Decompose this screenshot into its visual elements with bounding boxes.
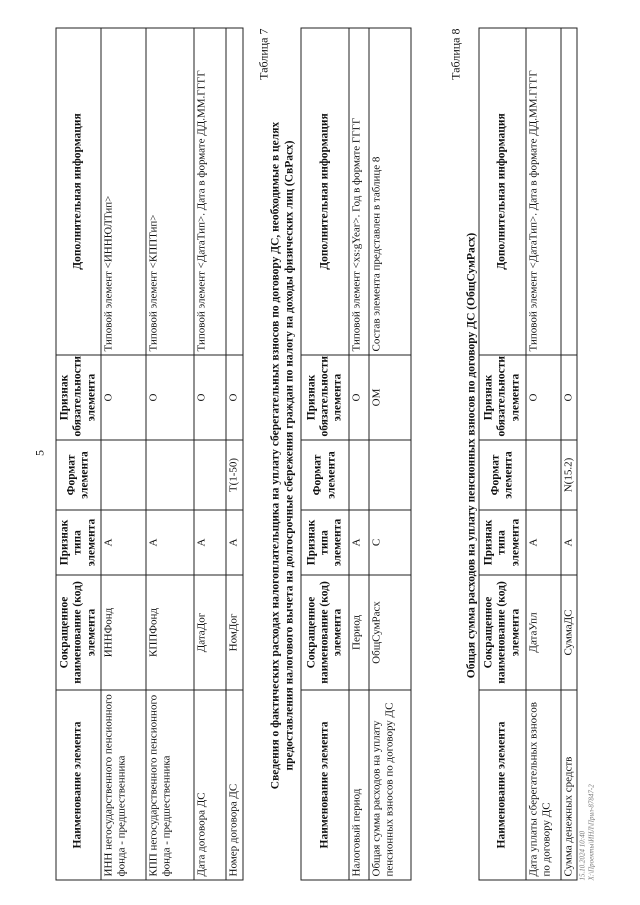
col-code-cell: Период — [349, 575, 369, 690]
col-format-cell: T(1-50) — [226, 440, 243, 510]
col-info-cell: Типовой элемент <КППТип> — [146, 28, 194, 355]
file-footer — [578, 784, 596, 880]
col-format-cell — [349, 440, 369, 510]
col-format-cell — [146, 440, 194, 510]
page-number: 5 — [32, 449, 46, 456]
table7-label: Таблица 7 — [256, 28, 270, 80]
col-mandatory-header: Признак обязательности элемента — [301, 355, 349, 440]
header-row — [56, 28, 101, 880]
col-info-cell: Типовой элемент <ДатаТип>. Дата в формате ДД.ММ.ГГГГ — [526, 28, 561, 355]
table-row — [369, 28, 411, 880]
col-format-cell: N(15.2) — [561, 440, 577, 510]
col-format-header: Формат элемента — [479, 440, 526, 510]
col-element-name-cell: ИНН негосударственного пенсионного фонда - предшественника — [101, 690, 146, 880]
table-row — [561, 28, 577, 880]
col-type-cell: А — [226, 510, 243, 575]
table8-title: Общая сумма расходов на уплату пенсионных взносов по договору ДС (ОбщСумРасх) — [465, 232, 477, 678]
table8-label: Таблица 8 — [448, 28, 462, 80]
col-mandatory-header: Признак обязательности элемента — [479, 355, 526, 440]
col-element-name-cell: Налоговый период — [349, 690, 369, 880]
col-format-cell — [101, 440, 146, 510]
col-type-header: Признак типа элемента — [56, 510, 101, 575]
table8 — [478, 27, 577, 880]
col-type-cell: А — [349, 510, 369, 575]
col-mandatory-cell: О — [226, 355, 243, 440]
col-code-cell: НомДог — [226, 575, 243, 690]
col-info-header: Дополнительная информация — [56, 28, 101, 355]
col-code-header: Сокращенное наименование (код) элемента — [301, 575, 349, 690]
col-mandatory-header: Признак обязательности элемента — [56, 355, 101, 440]
col-info-header: Дополнительная информация — [479, 28, 526, 355]
col-type-header: Признак типа элемента — [479, 510, 526, 575]
col-code-header: Сокращенное наименование (код) элемента — [479, 575, 526, 690]
footer-date: 15.10.2024 10:40 — [578, 830, 586, 880]
col-info-cell: Типовой элемент <ДатаТип>. Дата в формате ДД.ММ.ГГГГ — [194, 28, 226, 355]
col-format-cell — [369, 440, 411, 510]
col-element-name-header: Наименование элемента — [301, 690, 349, 880]
col-info-cell: Типовой элемент <ИННЮЛТип> — [101, 28, 146, 355]
col-format-header: Формат элемента — [56, 440, 101, 510]
col-mandatory-cell: О — [561, 355, 577, 440]
table7-title-line2: предоставления налогового вычета на долгосрочные сбережения граждан по налогу на доходы физических лиц (СвРасх) — [283, 139, 296, 771]
table-row — [526, 28, 561, 880]
table-continued — [55, 27, 243, 880]
col-info-cell: Типовой элемент <xs:gYear>. Год в формате ГГГГ — [349, 28, 369, 355]
col-type-cell: А — [101, 510, 146, 575]
col-element-name-header: Наименование элемента — [479, 690, 526, 880]
table-row — [101, 28, 146, 880]
col-element-name-cell: Дата уплаты сберегательных взносов по договору ДС — [526, 690, 561, 880]
col-type-cell: А — [194, 510, 226, 575]
col-element-name-cell: Дата договора ДС — [194, 690, 226, 880]
col-element-name-cell: Сумма денежных средств — [561, 690, 577, 880]
col-mandatory-cell: О — [349, 355, 369, 440]
col-format-cell — [194, 440, 226, 510]
col-type-cell: А — [146, 510, 194, 575]
col-format-cell — [526, 440, 561, 510]
table7 — [300, 27, 411, 880]
table-row — [194, 28, 226, 880]
header-row — [301, 28, 349, 880]
table-row — [146, 28, 194, 880]
col-info-cell — [561, 28, 577, 355]
col-mandatory-cell: О — [101, 355, 146, 440]
col-element-name-cell: Общая сумма расходов на уплату пенсионных взносов по договору ДС — [369, 690, 411, 880]
col-element-name-cell: КПП негосударственного пенсионного фонда - предшественника — [146, 690, 194, 880]
table7-title — [268, 45, 297, 865]
col-mandatory-cell: ОМ — [369, 355, 411, 440]
col-element-name-cell: Номер договора ДС — [226, 690, 243, 880]
col-type-cell: С — [369, 510, 411, 575]
col-info-cell: Состав элемента представлен в таблице 8 — [369, 28, 411, 355]
col-type-cell: А — [526, 510, 561, 575]
table-row — [349, 28, 369, 880]
col-type-header: Признак типа элемента — [301, 510, 349, 575]
col-element-name-header: Наименование элемента — [56, 690, 101, 880]
table7-title-line1: Сведения о фактических расходах налогоплательщика на уплату сберегательных взносов по договору ДС, необходимые в целях — [269, 121, 281, 789]
col-code-header: Сокращенное наименование (код) элемента — [56, 575, 101, 690]
col-code-cell: ОбщСумРасх — [369, 575, 411, 690]
col-mandatory-cell: О — [194, 355, 226, 440]
col-code-cell: ДатаДог — [194, 575, 226, 690]
col-type-cell: А — [561, 510, 577, 575]
col-info-cell — [226, 28, 243, 355]
footer-path: X:\Проекты\ИНЛ\Прил-87847-2 — [587, 783, 596, 880]
col-mandatory-cell: О — [526, 355, 561, 440]
col-code-cell: ИННФонд — [101, 575, 146, 690]
table-row — [226, 28, 243, 880]
col-code-cell: ДатаУпл — [526, 575, 561, 690]
header-row — [479, 28, 526, 880]
col-mandatory-cell: О — [146, 355, 194, 440]
col-code-cell: СуммаДС — [561, 575, 577, 690]
col-info-header: Дополнительная информация — [301, 28, 349, 355]
col-code-cell: КППФонд — [146, 575, 194, 690]
col-format-header: Формат элемента — [301, 440, 349, 510]
